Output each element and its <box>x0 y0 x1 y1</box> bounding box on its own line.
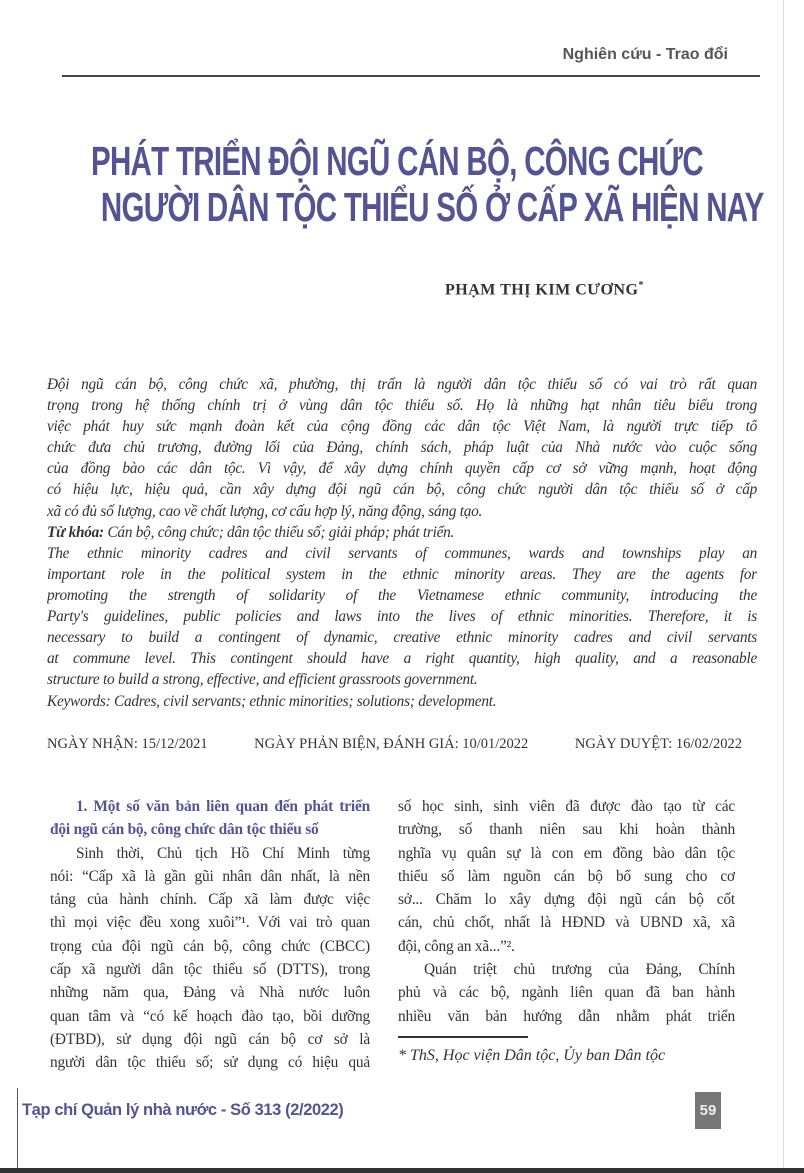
text-line: trường, số thanh niên sau khi hoàn thành <box>398 821 735 839</box>
header-rule <box>62 75 760 77</box>
text-line: những năm qua, Đảng và Nhà nước luôn <box>50 984 370 1002</box>
author <box>445 280 644 299</box>
keywords-text: Cadres, civil servants; ethnic minorities; solutions; development. <box>110 693 497 711</box>
abstract-line: xã có đủ số lượng, cao về chất lượng, cơ cấu hợp lý, năng động, sáng tạo. <box>47 502 483 520</box>
margin-line <box>17 1088 18 1173</box>
keywords-english <box>47 691 757 712</box>
page-edge <box>783 0 784 1173</box>
footnote: * ThS, Học viện Dân tộc, Ủy ban Dân tộc <box>398 1047 666 1064</box>
abstract-line: chức đưa chủ trương, đường lối của Đảng, chính sách, pháp luật của Nhà nước vào cuộc sống <box>47 439 757 457</box>
abstract-line: necessary to build a contingent of dynamic, creative ethnic minority cadres and civil servants <box>47 629 757 647</box>
abstract-line: trọng trong hệ thống chính trị ở vùng dân tộc thiểu số. Họ là những hạt nhân tiêu biểu trong <box>47 397 757 415</box>
text-line: Quán triệt chủ trương của Đảng, Chính <box>424 961 735 979</box>
body-paragraph <box>50 842 370 1075</box>
body-paragraph <box>398 958 735 1028</box>
body-column-right <box>398 795 735 1028</box>
text-line: (ĐTBD), sử dụng đội ngũ cán bộ cơ sở là <box>50 1030 370 1048</box>
keywords-label: Từ khóa: <box>47 523 104 541</box>
journal-name: Tạp chí Quản lý nhà nước - Số 313 (2/2022) <box>22 1101 344 1119</box>
title-text: PHÁT TRIỂN ĐỘI NGŨ CÁN BỘ, CÔNG CHỨC <box>90 138 703 184</box>
text-line: cán, chủ chốt, nhất là HĐND và UBND xã, xã <box>398 914 735 932</box>
abstract-line: important role in the political system in the ethnic minority areas. They are the agents for <box>47 565 757 583</box>
text-line: người dân tộc thiểu số; sử dụng có hiệu quả <box>50 1054 370 1072</box>
text-line: trọng của đội ngũ cán bộ, công chức (CBCC) <box>50 937 370 955</box>
abstract-line: at commune level. This contingent should have a right quantity, high quality, and a reasonable <box>47 650 757 668</box>
date-approved: NGÀY DUYỆT: 16/02/2022 <box>574 736 742 752</box>
abstract-line: Đội ngũ cán bộ, công chức xã, phường, thị trấn là người dân tộc thiểu số có vai trò rất quan <box>47 376 757 393</box>
text-line: nhiều văn bản hướng dẫn nhằm phát triển <box>398 1007 735 1025</box>
keywords-label: Keywords: <box>47 693 111 711</box>
heading-line: đội ngũ cán bộ, công chức dân tộc thiểu số <box>50 821 319 839</box>
article-title-line-1 <box>0 138 776 185</box>
author-name: PHẠM THỊ KIM CƯƠNG <box>445 281 639 299</box>
body-column-left <box>50 795 370 1075</box>
article-title-line-2 <box>0 184 776 231</box>
title-text: NGƯỜI DÂN TỘC THIỂU SỐ Ở CẤP XÃ HIỆN NAY <box>100 184 764 230</box>
text-line: nói: “Cấp xã là gần gũi nhân dân nhất, là nền <box>50 867 370 885</box>
body-paragraph <box>398 795 735 958</box>
section-label: Nghiên cứu - Trao đổi <box>562 46 728 63</box>
abstract-line: The ethnic minority cadres and civil servants of communes, wards and townships play an <box>47 544 757 562</box>
section-heading <box>50 795 370 842</box>
text-line: Sinh thời, Chủ tịch Hồ Chí Minh từng <box>76 844 370 862</box>
text-line: phủ và các bộ, ngành liên quan đã ban hành <box>398 984 735 1002</box>
date-reviewed: NGÀY PHẢN BIỆN, ĐÁNH GIÁ: 10/01/2022 <box>254 736 529 752</box>
keywords-vietnamese <box>47 522 757 543</box>
abstract <box>47 374 757 713</box>
abstract-line: structure to build a strong, effective, and efficient grassroots government. <box>47 671 478 689</box>
abstract-line: promoting the strength of solidarity of the Vietnamese ethnic community, introducing the <box>47 586 757 604</box>
text-line: thì mọi việc đều xong xuôi”¹. Với vai trò quan <box>50 914 370 932</box>
heading-line: 1. Một số văn bản liên quan đến phát triển <box>76 798 370 815</box>
text-line: nghĩa vụ quân sự là con em đồng bào dân tộc <box>398 844 735 862</box>
text-line: thiểu số làm nguồn cán bộ bổ sung cho cơ <box>398 867 735 885</box>
date-received: NGÀY NHẬN: 15/12/2021 <box>47 736 208 752</box>
abstract-line: có hiệu lực, hiệu quả, cần xây dựng đội ngũ cán bộ, công chức người dân tộc thiểu số ở cấp <box>47 481 757 499</box>
text-line: quan tâm và “có kế hoạch đào tạo, bồi dưỡng <box>50 1007 370 1025</box>
abstract-line: Party's guidelines, public policies and laws into the lives of ethnic minorities. Therefore, it is <box>47 608 757 626</box>
page-number: 59 <box>695 1092 721 1129</box>
abstract-line: của đồng bào các dân tộc. Vì vậy, để xây dựng chính quyền cấp cơ sở vững mạnh, hoạt động <box>47 460 757 478</box>
text-line: tảng của hành chính. Cấp xã làm được việc <box>50 891 370 909</box>
scan-edge <box>0 1168 804 1173</box>
text-line: sở... Chăm lo xây dựng đội ngũ cán bộ cốt <box>398 891 735 909</box>
text-line: đội, công an xã...”². <box>398 937 515 955</box>
abstract-vietnamese <box>47 374 757 522</box>
abstract-english <box>47 543 757 691</box>
keywords-text: Cán bộ, công chức; dân tộc thiểu số; giải pháp; phát triển. <box>103 523 455 541</box>
text-line: số học sinh, sinh viên đã được đào tạo từ các <box>398 798 735 815</box>
footnote-rule <box>398 1036 528 1038</box>
abstract-line: việc phát huy sức mạnh đoàn kết của cộng đồng các dân tộc Việt Nam, là người trực tiếp tổ <box>47 418 757 436</box>
text-line: cấp xã người dân tộc thiểu số (DTTS), trong <box>50 961 370 979</box>
author-footnote-mark: * <box>638 280 644 291</box>
article-dates <box>47 736 742 753</box>
